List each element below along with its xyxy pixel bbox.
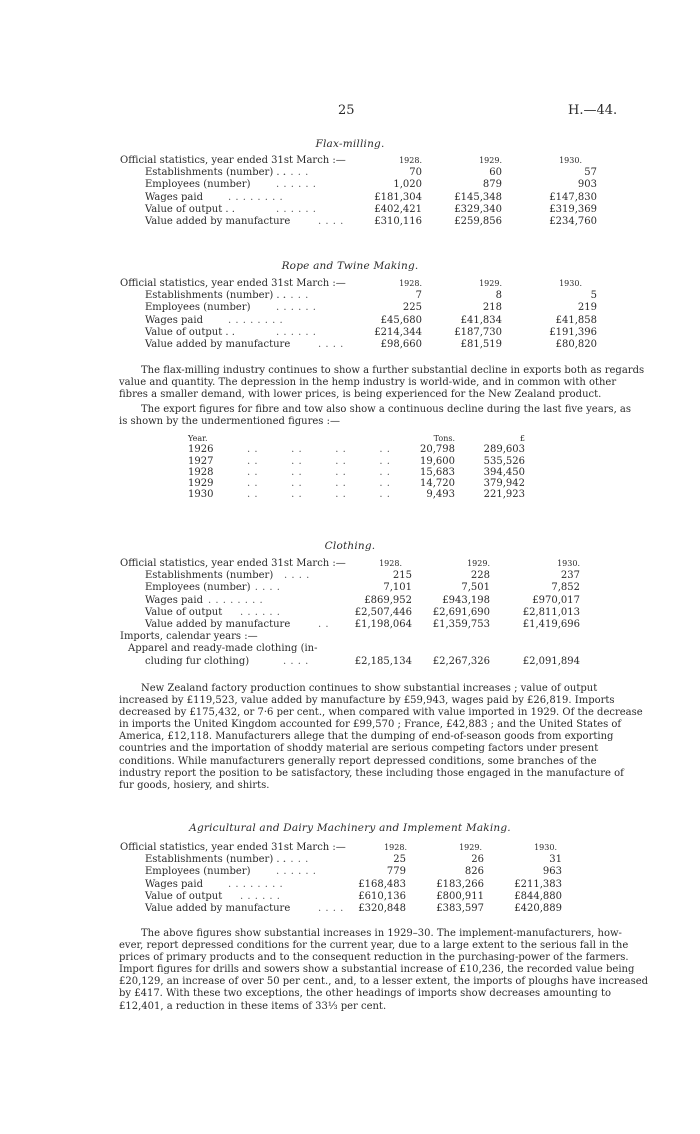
table-cell: 5 xyxy=(590,290,597,302)
leader-dots: . . . . xyxy=(284,570,310,582)
paragraph-export-figures xyxy=(119,404,632,428)
year-header: 1928. xyxy=(384,843,407,852)
table-cell: £259,856 xyxy=(454,215,502,227)
table-cell: £320,848 xyxy=(358,902,406,914)
table-row xyxy=(0,866,700,878)
row-label: Employees (number) xyxy=(145,179,251,191)
imports-intro: Imports, calendar years :— xyxy=(120,631,258,643)
leader-dots: . . xyxy=(318,618,330,630)
table-cell: £402,421 xyxy=(374,203,422,215)
year-header: 1928. xyxy=(379,559,402,568)
year-header: 1929. xyxy=(479,156,502,165)
table-cell: £319,369 xyxy=(549,203,597,215)
section-title-clothing: Clothing. xyxy=(324,540,376,552)
table-cell: 215 xyxy=(392,570,412,582)
leader-dots: . . . . . . . . xyxy=(228,314,284,326)
text-line: prices of primary products and to the consequent reduction in the purchasing-power of the farmers. xyxy=(119,952,629,964)
table-row xyxy=(0,595,700,607)
table-cell: £329,340 xyxy=(454,203,502,215)
row-label: Establishments (number) . . xyxy=(145,290,286,302)
table-cell: 826 xyxy=(464,866,484,878)
table-cell: £1,419,696 xyxy=(522,618,580,630)
statistics-intro: Official statistics, year ended 31st March :— xyxy=(120,278,346,289)
table-cell-value: 535,526 xyxy=(483,455,525,467)
table-header-row xyxy=(0,278,700,290)
text-line: countries and the importation of shoddy material are serious competing factors under present xyxy=(119,743,599,755)
table-row xyxy=(0,903,700,915)
table-header-row xyxy=(0,433,700,444)
table-cell: 25 xyxy=(393,854,406,866)
table-row xyxy=(0,570,700,582)
year-header: 1930. xyxy=(559,279,582,288)
table-cell: 60 xyxy=(489,167,502,179)
text-line: fur goods, hosiery, and shirts. xyxy=(119,779,270,791)
row-label-continued: cluding fur clothing) xyxy=(145,655,250,667)
table-cell: 779 xyxy=(386,866,406,878)
clothing-statistics-table xyxy=(0,558,700,668)
table-cell: £2,267,326 xyxy=(432,655,490,667)
table-cell: £41,858 xyxy=(555,314,597,326)
year-header: 1928. xyxy=(399,156,422,165)
leader-dots: . . . . xyxy=(318,902,344,914)
row-label: Wages paid xyxy=(145,594,203,606)
table-cell: £970,017 xyxy=(532,594,580,606)
row-label: Value of output . . xyxy=(145,326,235,338)
row-label: Value added by manufacture xyxy=(145,618,291,630)
table-cell: £943,198 xyxy=(442,594,490,606)
table-cell: £869,952 xyxy=(364,594,412,606)
table-cell: £383,597 xyxy=(436,902,484,914)
table-cell: £610,136 xyxy=(358,890,406,902)
row-label: Apparel and ready-made clothing (in- xyxy=(128,643,318,655)
text-line: is shown by the undermentioned figures :— xyxy=(119,416,340,428)
row-label: Value of output xyxy=(145,606,223,618)
table-cell: 225 xyxy=(402,302,422,314)
leader-dots: . . . . xyxy=(283,290,309,302)
table-cell: 31 xyxy=(549,854,562,866)
table-row xyxy=(0,444,700,455)
year-header: 1930. xyxy=(559,156,582,165)
table-header-row xyxy=(0,155,700,167)
table-cell: £145,348 xyxy=(454,191,502,203)
table-cell-value: 289,603 xyxy=(483,444,525,456)
table-cell: 218 xyxy=(482,302,502,314)
leader-dots: . . . . . . . . xyxy=(247,489,391,501)
table-cell: 963 xyxy=(542,866,562,878)
year-header: 1929. xyxy=(479,279,502,288)
table-row xyxy=(0,204,700,216)
table-row xyxy=(0,656,700,668)
table-cell: £234,760 xyxy=(549,215,597,227)
table-cell-tons: 14,720 xyxy=(420,478,455,490)
imports-intro-row xyxy=(0,631,700,643)
text-line: value and quantity. The depression in the hemp industry is world-wide, and in common with other xyxy=(119,377,617,389)
table-cell: 7,101 xyxy=(383,582,412,594)
flax-statistics-table xyxy=(0,155,700,228)
table-cell-tons: 20,798 xyxy=(420,444,455,456)
table-cell-tons: 15,683 xyxy=(420,466,455,478)
table-cell-tons: 9,493 xyxy=(426,489,455,501)
table-cell: 8 xyxy=(495,290,502,302)
table-cell-tons: 19,600 xyxy=(420,455,455,467)
table-cell: 879 xyxy=(482,179,502,191)
table-cell: 26 xyxy=(471,854,484,866)
table-cell-year: 1927 xyxy=(188,455,214,467)
table-cell: 70 xyxy=(409,167,422,179)
agricultural-statistics-table xyxy=(0,842,700,915)
text-line: £12,401, a reduction in these items of 33⅓ per cent. xyxy=(119,1000,387,1012)
table-row xyxy=(0,619,700,631)
year-header: 1929. xyxy=(459,843,482,852)
table-cell-year: 1928 xyxy=(188,466,214,478)
table-cell: 7,852 xyxy=(551,582,580,594)
leader-dots: . . . . xyxy=(318,215,344,227)
table-cell-value: 379,942 xyxy=(483,478,525,490)
table-row xyxy=(0,879,700,891)
table-cell: £1,359,753 xyxy=(432,618,490,630)
leader-dots: . . . . . . xyxy=(276,302,317,314)
table-row xyxy=(0,891,700,903)
imports-label-row xyxy=(0,643,700,655)
leader-dots: . . . . . . . . xyxy=(228,191,284,203)
text-line: New Zealand factory production continues to show substantial increases ; value of output xyxy=(141,683,598,694)
row-label: Establishments (number) . . xyxy=(145,167,286,179)
row-label: Value added by manufacture xyxy=(145,338,291,350)
table-cell: £1,198,064 xyxy=(354,618,412,630)
text-line: The above figures show substantial increases in 1929–30. The implement-manufacturers, how- xyxy=(141,928,622,939)
table-cell: £844,880 xyxy=(514,890,562,902)
table-row xyxy=(0,467,700,478)
rope-statistics-table xyxy=(0,278,700,351)
row-label: Wages paid xyxy=(145,191,203,203)
text-line: America, £12,118. Manufacturers allege that the dumping of end-of-season goods from exporting xyxy=(119,731,614,743)
column-header-value: £ xyxy=(519,434,525,443)
leader-dots: . . . . . . . . xyxy=(247,444,391,456)
text-line: in imports the United Kingdom accounted for £99,570 ; France, £42,883 ; and the United States of xyxy=(119,719,622,731)
row-label: Employees (number) xyxy=(145,302,251,314)
statistics-intro: Official statistics, year ended 31st March :— xyxy=(120,558,346,569)
text-line: conditions. While manufacturers generally report depressed conditions, some branches of the xyxy=(119,755,597,767)
table-cell: 903 xyxy=(577,179,597,191)
export-figures-table xyxy=(0,433,700,501)
row-label: Establishments (number) . . xyxy=(145,854,286,866)
leader-dots: . . . . xyxy=(283,167,309,179)
table-cell: £81,519 xyxy=(460,338,502,350)
text-line: £20,129, an increase of over 50 per cent., and, to a lesser extent, the imports of ploughs have increased xyxy=(119,976,649,988)
table-cell: £2,811,013 xyxy=(522,606,580,618)
section-title-agricultural-machinery: Agricultural and Dairy Machinery and Implement Making. xyxy=(189,822,511,834)
table-cell-year: 1930 xyxy=(188,489,214,501)
table-row xyxy=(0,167,700,179)
table-cell: £168,483 xyxy=(358,878,406,890)
paragraph-flax-decline xyxy=(119,365,645,401)
page-header xyxy=(0,103,700,119)
text-line: fibres a smaller demand, with lower prices, is being experienced for the New Zealand product. xyxy=(119,389,602,401)
table-header-row xyxy=(0,842,700,854)
table-cell: £41,834 xyxy=(460,314,502,326)
table-cell: £2,507,446 xyxy=(354,606,412,618)
row-label: Employees (number) xyxy=(145,866,251,878)
text-line: The export figures for fibre and tow also show a continuous decline during the last five years, as xyxy=(141,404,632,415)
table-cell: £187,730 xyxy=(454,326,502,338)
statistics-intro: Official statistics, year ended 31st March :— xyxy=(120,155,346,166)
leader-dots: . . . . . . . . xyxy=(247,455,391,467)
table-row xyxy=(0,327,700,339)
row-label: Value of output . . xyxy=(145,203,235,215)
leader-dots: . . . . . . xyxy=(240,582,281,594)
row-label: Wages paid xyxy=(145,878,203,890)
leader-dots: . . . . . . xyxy=(240,606,281,618)
table-row xyxy=(0,339,700,351)
table-row xyxy=(0,607,700,619)
row-label: Employees (number) xyxy=(145,582,251,594)
table-row xyxy=(0,290,700,302)
table-cell-value: 221,923 xyxy=(483,489,525,501)
table-cell-value: 394,450 xyxy=(483,466,525,478)
row-label: Value added by manufacture xyxy=(145,902,291,914)
table-cell: £147,830 xyxy=(549,191,597,203)
text-line: increased by £119,523, value added by manufacture by £59,943, wages paid by £26,819. Imports xyxy=(119,695,615,707)
table-cell: £211,383 xyxy=(514,878,562,890)
table-row xyxy=(0,216,700,228)
section-title-rope-twine: Rope and Twine Making. xyxy=(281,260,419,272)
leader-dots: . . . . xyxy=(283,854,309,866)
text-line: The flax-milling industry continues to show a further substantial decline in exports both as regards xyxy=(141,365,645,376)
text-line: decreased by £175,432, or 7·6 per cent., when compared with value imported in 1929. Of the decrease xyxy=(119,707,643,719)
table-cell: £214,344 xyxy=(374,326,422,338)
leader-dots: . . . . xyxy=(283,655,309,667)
table-cell: 228 xyxy=(470,570,490,582)
table-cell: 7,501 xyxy=(461,582,490,594)
leader-dots: . . . . . . . . xyxy=(247,466,391,478)
table-row xyxy=(0,315,700,327)
year-header: 1929. xyxy=(467,559,490,568)
table-cell-year: 1929 xyxy=(188,478,214,490)
table-row xyxy=(0,478,700,489)
table-cell: £80,820 xyxy=(555,338,597,350)
table-cell: 219 xyxy=(577,302,597,314)
leader-dots: . . . . . . . . xyxy=(228,878,284,890)
table-row xyxy=(0,489,700,500)
row-label: Value of output xyxy=(145,890,223,902)
row-label: Wages paid xyxy=(145,314,203,326)
leader-dots: . . . . . . xyxy=(240,890,281,902)
leader-dots: . . . . . . xyxy=(276,179,317,191)
table-cell: £800,911 xyxy=(436,890,484,902)
statistics-intro: Official statistics, year ended 31st March :— xyxy=(120,842,346,853)
table-header-row xyxy=(0,558,700,570)
section-title-flax-milling: Flax-milling. xyxy=(315,138,385,150)
table-row xyxy=(0,582,700,594)
text-line: industry report the position to be satisfactory, these including those engaged in the manufacture of xyxy=(119,767,624,779)
table-cell: £98,660 xyxy=(380,338,422,350)
table-row xyxy=(0,302,700,314)
text-line: Import figures for drills and sowers show a substantial increase of £10,236, the recorded value being xyxy=(119,964,635,976)
year-header: 1930. xyxy=(534,843,557,852)
table-row xyxy=(0,854,700,866)
document-reference: H.—44. xyxy=(568,103,618,118)
year-header: 1930. xyxy=(557,559,580,568)
leader-dots: . . . . . . xyxy=(276,866,317,878)
leader-dots: . . . . xyxy=(318,338,344,350)
table-cell-year: 1926 xyxy=(188,444,214,456)
table-row xyxy=(0,192,700,204)
column-header-tons: Tons. xyxy=(433,434,455,443)
table-cell: £2,185,134 xyxy=(354,655,412,667)
leader-dots: . . . . . . xyxy=(276,326,317,338)
table-cell: £183,266 xyxy=(436,878,484,890)
paragraph-clothing-production xyxy=(119,683,643,792)
table-cell: 1,020 xyxy=(393,179,422,191)
table-cell: 57 xyxy=(584,167,597,179)
row-label: Value added by manufacture xyxy=(145,215,291,227)
paragraph-agricultural-summary xyxy=(119,928,649,1013)
page-number: 25 xyxy=(338,103,355,118)
text-line: ever, report depressed conditions for the current year, due to a large extent to the serious fall in the xyxy=(119,940,629,952)
table-cell: £45,680 xyxy=(380,314,422,326)
table-cell: £181,304 xyxy=(374,191,422,203)
table-cell: 7 xyxy=(415,290,422,302)
table-cell: £2,091,894 xyxy=(522,655,580,667)
leader-dots: . . . . . . . . xyxy=(247,478,391,490)
column-header-year: Year. xyxy=(188,434,208,443)
table-row xyxy=(0,179,700,191)
year-header: 1928. xyxy=(399,279,422,288)
row-label: Establishments (number) xyxy=(145,570,274,582)
table-cell: 237 xyxy=(560,570,580,582)
text-line: by £417. With these two exceptions, the other headings of imports show decreases amounting to xyxy=(119,988,611,1000)
table-cell: £2,691,690 xyxy=(432,606,490,618)
table-cell: £420,889 xyxy=(514,902,562,914)
leader-dots: . . . . . . xyxy=(276,203,317,215)
leader-dots: . . . . . . . . xyxy=(208,594,264,606)
table-row xyxy=(0,456,700,467)
table-cell: £191,396 xyxy=(549,326,597,338)
table-cell: £310,116 xyxy=(374,215,422,227)
